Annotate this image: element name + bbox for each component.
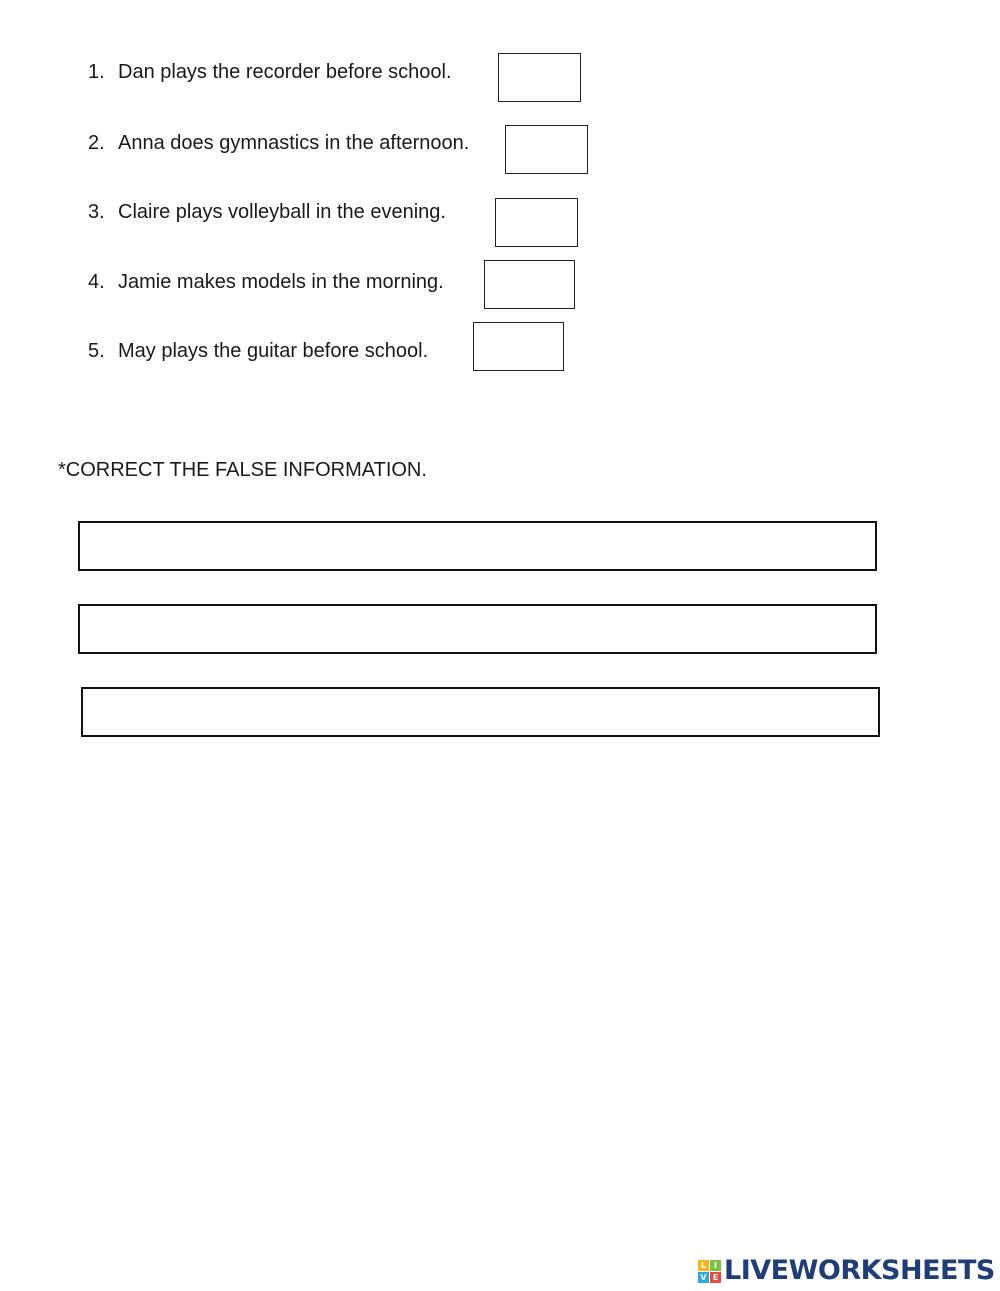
logo-mark-letter: E — [710, 1272, 721, 1283]
logo-text: LIVEWORKSHEETS — [724, 1255, 995, 1286]
answer-box-4[interactable] — [484, 260, 575, 309]
statement-5 — [88, 339, 428, 363]
logo-mark-icon — [698, 1260, 721, 1283]
correction-box-1[interactable] — [78, 521, 877, 571]
answer-box-2[interactable] — [505, 125, 588, 174]
answer-box-5[interactable] — [473, 322, 564, 371]
statement-text: Anna does gymnastics in the afternoon. — [118, 132, 470, 154]
logo-mark-letter: V — [698, 1272, 709, 1283]
statement-2 — [88, 131, 469, 155]
logo-mark-letter: L — [698, 1260, 709, 1271]
liveworksheets-logo — [698, 1255, 995, 1287]
statement-1 — [88, 60, 452, 84]
correction-box-3[interactable] — [81, 687, 880, 737]
statement-number: 4. — [88, 271, 105, 293]
statement-number: 2. — [88, 132, 105, 154]
statement-text: May plays the guitar before school. — [118, 340, 429, 362]
statement-3 — [88, 200, 446, 224]
logo-mark-letter: I — [710, 1260, 721, 1271]
instruction-heading: *CORRECT THE FALSE INFORMATION. — [58, 459, 427, 481]
statement-number: 3. — [88, 201, 105, 223]
statement-4 — [88, 270, 444, 294]
statement-text: Dan plays the recorder before school. — [118, 61, 452, 83]
answer-box-1[interactable] — [498, 53, 581, 102]
correction-box-2[interactable] — [78, 604, 877, 654]
statement-text: Claire plays volleyball in the evening. — [118, 201, 446, 223]
statement-number: 5. — [88, 340, 105, 362]
statement-number: 1. — [88, 61, 105, 83]
answer-box-3[interactable] — [495, 198, 578, 247]
statement-text: Jamie makes models in the morning. — [118, 271, 444, 293]
